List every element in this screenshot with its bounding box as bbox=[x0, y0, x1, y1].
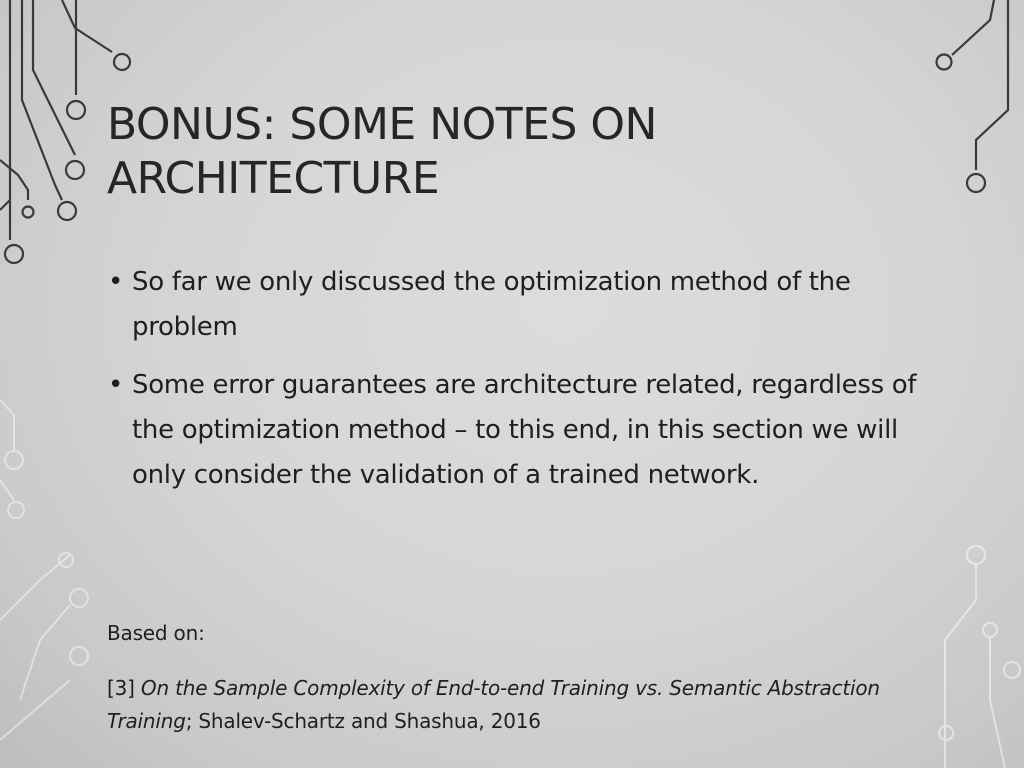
bullet-text: Some error guarantees are architecture related, regardless of the optimization method – to this end, in this section we will only consider the validation of a trained network. bbox=[132, 370, 917, 490]
bullet-list bbox=[108, 260, 928, 511]
citation-authors: Shalev-Schartz and Shashua, 2016 bbox=[198, 709, 541, 733]
bullet-dot-icon: • bbox=[108, 370, 124, 400]
citation bbox=[107, 672, 927, 738]
citation-separator: ; bbox=[185, 709, 193, 733]
based-on-label: Based on: bbox=[107, 621, 205, 645]
citation-number: [3] bbox=[107, 676, 135, 700]
citation-title: On the Sample Complexity of End-to-end Training vs. Semantic Abstraction Training bbox=[107, 676, 880, 733]
bullet-dot-icon: • bbox=[108, 267, 124, 297]
slide-title: BONUS: SOME NOTES ON ARCHITECTURE bbox=[107, 99, 657, 204]
bullet-text: So far we only discussed the optimization method of the problem bbox=[132, 267, 851, 342]
references-block bbox=[107, 618, 927, 738]
bullet-item bbox=[108, 260, 928, 350]
circuit-right-top bbox=[937, 0, 1009, 192]
bullet-item bbox=[108, 363, 928, 498]
circuit-left-bottom bbox=[0, 400, 88, 740]
circuit-right-bottom bbox=[939, 546, 1020, 768]
